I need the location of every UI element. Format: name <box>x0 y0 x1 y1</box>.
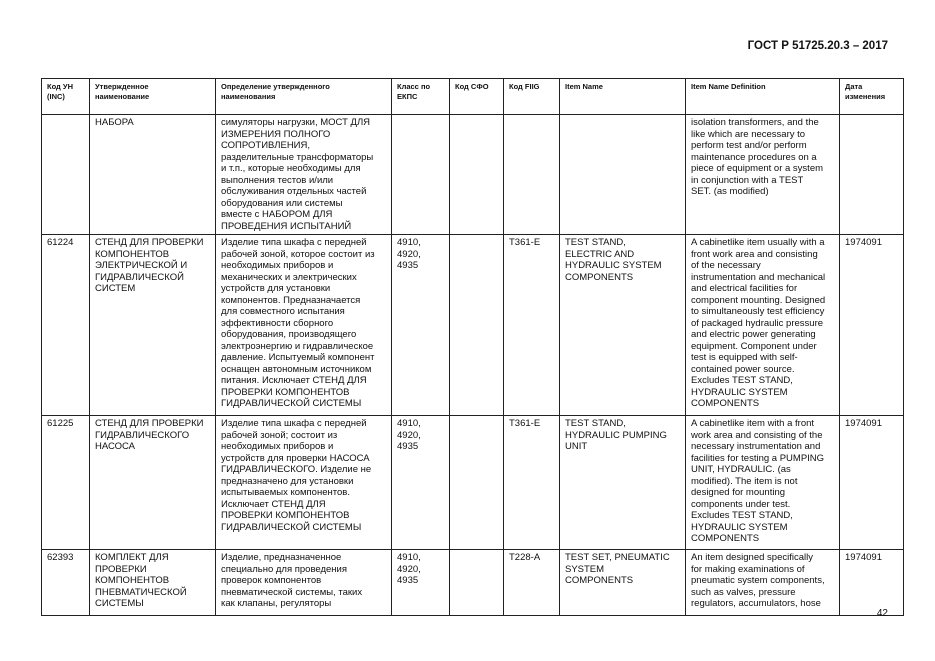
cell-inc <box>42 115 90 235</box>
cell-fiig <box>504 115 560 235</box>
column-header-fiig: Код FIIG <box>504 79 560 115</box>
cell-approved-name: КОМПЛЕКТ ДЛЯ ПРОВЕРКИ КОМПОНЕНТОВ ПНЕВМАТИЧЕСКОЙ СИСТЕМЫ <box>90 550 216 616</box>
cell-inc: 61224 <box>42 235 90 416</box>
cell-fiig: T361-E <box>504 235 560 416</box>
cell-item-name: TEST SET, PNEUMATIC SYSTEM COMPONENTS <box>560 550 686 616</box>
cell-fiig: T361-E <box>504 416 560 550</box>
cell-class: 4910, 4920, 4935 <box>392 416 450 550</box>
table-header-row <box>42 79 904 115</box>
cell-definition: Изделие типа шкафа с передней рабочей зоной; состоит из необходимых приборов и устройств для проверки НАСОСА ГИДРАВЛИЧЕСКОГО. Изделие не предназначено для установки испытываемых компонентов. Исключает СТЕНД ДЛЯ ПРОВЕРКИ КОМПОНЕНТОВ ГИДРАВЛИЧЕСКОЙ СИСТЕМЫ <box>216 416 392 550</box>
cell-date: 1974091 <box>840 235 904 416</box>
data-table <box>41 78 904 616</box>
cell-date <box>840 115 904 235</box>
cell-approved-name: СТЕНД ДЛЯ ПРОВЕРКИ КОМПОНЕНТОВ ЭЛЕКТРИЧЕСКОЙ И ГИДРАВЛИЧЕСКОЙ СИСТЕМ <box>90 235 216 416</box>
column-header-class: Класс по ЕКПС <box>392 79 450 115</box>
table-row <box>42 115 904 235</box>
cell-inc: 62393 <box>42 550 90 616</box>
cell-class <box>392 115 450 235</box>
cell-date: 1974091 <box>840 416 904 550</box>
cell-definition: симуляторы нагрузки, МОСТ ДЛЯ ИЗМЕРЕНИЯ ПОЛНОГО СОПРОТИВЛЕНИЯ, разделительные трансформаторы и т.п., которые необходимы для выполнения тестов и/или обслуживания отдельных частей оборудования или системы вместе с НАБОРОМ ДЛЯ ПРОВЕДЕНИЯ ИСПЫТАНИЙ <box>216 115 392 235</box>
cell-item-name: TEST STAND, HYDRAULIC PUMPING UNIT <box>560 416 686 550</box>
cell-item-name: TEST STAND, ELECTRIC AND HYDRAULIC SYSTEM COMPONENTS <box>560 235 686 416</box>
cell-inc: 61225 <box>42 416 90 550</box>
cell-sfo <box>450 550 504 616</box>
cell-item-definition: An item designed specifically for making examinations of pneumatic system components, such as valves, pressure regulators, accumulators, hose <box>686 550 840 616</box>
table-row <box>42 550 904 616</box>
cell-sfo <box>450 235 504 416</box>
cell-class: 4910, 4920, 4935 <box>392 235 450 416</box>
cell-item-name <box>560 115 686 235</box>
document-code: ГОСТ Р 51725.20.3 – 2017 <box>747 40 888 52</box>
table-row <box>42 416 904 550</box>
column-header-definition: Определение утвержденного наименования <box>216 79 392 115</box>
column-header-sfo: Код СФО <box>450 79 504 115</box>
column-header-approved-name: Утвержденное наименование <box>90 79 216 115</box>
cell-item-definition: A cabinetlike item with a front work area and consisting of the necessary instrumentation and facilities for testing a PUMPING UNIT, HYDRAULIC. (as modified). The item is not designed for mounting components under test. Excludes TEST STAND, HYDRAULIC SYSTEM COMPONENTS <box>686 416 840 550</box>
column-header-date: Дата изменения <box>840 79 904 115</box>
cell-approved-name: НАБОРА <box>90 115 216 235</box>
column-header-item-name: Item Name <box>560 79 686 115</box>
cell-date: 1974091 <box>840 550 904 616</box>
cell-class: 4910, 4920, 4935 <box>392 550 450 616</box>
cell-definition: Изделие типа шкафа с передней рабочей зоной, которое состоит из необходимых приборов и механических и электрических устройств для установки компонентов. Предназначается для совместного испытания эффективности сборного оборудования, производящего электроэнергию и гидравлическое давление. Испытуемый компонент оснащен автономным источником питания. Исключает СТЕНД ДЛЯ ПРОВЕРКИ КОМПОНЕНТОВ ГИДРАВЛИЧЕСКОЙ СИСТЕМЫ <box>216 235 392 416</box>
cell-item-definition: isolation transformers, and the like which are necessary to perform test and/or perform maintenance procedures on a piece of equipment or a system in conjunction with a TEST SET. (as modified) <box>686 115 840 235</box>
cell-definition: Изделие, предназначенное специально для проведения проверок компонентов пневматической системы, таких как клапаны, регуляторы <box>216 550 392 616</box>
page-number: 42 <box>876 608 888 619</box>
column-header-item-definition: Item Name Definition <box>686 79 840 115</box>
cell-item-definition: A cabinetlike item usually with a front work area and consisting of the necessary instrumentation and mechanical and electrical facilities for component mounting. Designed to simultaneously test efficiency of packaged hydraulic pressure and electric power generating equipment. Component under test is equipped with self- contained power source. Excludes TEST STAND, HYDRAULIC SYSTEM COMPONENTS <box>686 235 840 416</box>
cell-approved-name: СТЕНД ДЛЯ ПРОВЕРКИ ГИДРАВЛИЧЕСКОГО НАСОСА <box>90 416 216 550</box>
cell-sfo <box>450 416 504 550</box>
cell-sfo <box>450 115 504 235</box>
table-row <box>42 235 904 416</box>
column-header-inc: Код УН (INC) <box>42 79 90 115</box>
cell-fiig: T228-A <box>504 550 560 616</box>
